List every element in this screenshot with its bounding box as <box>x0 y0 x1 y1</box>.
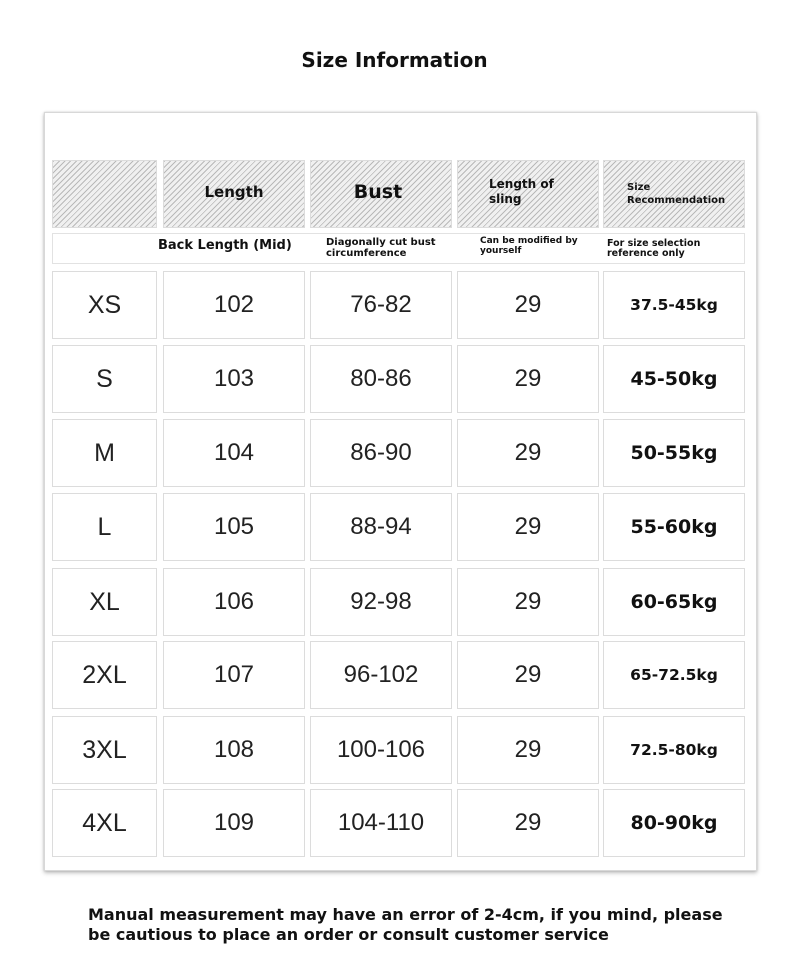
table-cell-size <box>52 789 157 857</box>
size-label: S <box>96 364 113 393</box>
length-value: 102 <box>213 291 255 318</box>
table-cell-size <box>52 493 157 561</box>
recommendation-value: 65-72.5kg <box>630 666 718 684</box>
sling-value: 29 <box>514 588 542 615</box>
table-cell-length <box>163 419 305 487</box>
header-length-label: Length <box>204 183 264 201</box>
table-cell-size <box>52 271 157 339</box>
bust-value: 92-98 <box>350 588 412 615</box>
size-label: 2XL <box>82 660 127 689</box>
table-cell-bust <box>310 716 452 784</box>
subheader-bust: Diagonally cut bust circumference <box>326 237 436 259</box>
table-cell-sling <box>457 419 599 487</box>
length-value: 107 <box>213 661 255 688</box>
table-cell-length <box>163 568 305 636</box>
subheader-length: Back Length (Mid) <box>158 238 292 253</box>
table-cell-sling <box>457 271 599 339</box>
bust-value: 80-86 <box>350 365 412 392</box>
table-cell-bust <box>310 419 452 487</box>
measurement-note: Manual measurement may have an error of 2-4cm, if you mind, please be cautious to place an order or consult customer service <box>88 905 723 944</box>
sling-value: 29 <box>514 365 542 392</box>
table-cell-size <box>52 641 157 709</box>
table-cell-rec <box>603 789 745 857</box>
subheader-sling: Can be modified by yourself <box>480 236 578 256</box>
bust-value: 96-102 <box>343 661 419 688</box>
length-value: 106 <box>213 588 255 615</box>
subheader-recommendation: For size selection reference only <box>607 238 701 260</box>
table-cell-rec <box>603 641 745 709</box>
size-label: L <box>97 512 112 541</box>
table-cell-rec <box>603 419 745 487</box>
table-cell-bust <box>310 568 452 636</box>
table-cell-bust <box>310 641 452 709</box>
sling-value: 29 <box>514 439 542 466</box>
header-sling-cell <box>457 160 599 228</box>
recommendation-value: 55-60kg <box>630 516 718 538</box>
length-value: 108 <box>213 736 255 763</box>
table-cell-rec <box>603 568 745 636</box>
table-cell-sling <box>457 716 599 784</box>
table-cell-length <box>163 345 305 413</box>
table-cell-size <box>52 419 157 487</box>
sling-value: 29 <box>514 291 542 318</box>
size-label: M <box>94 438 115 467</box>
recommendation-value: 60-65kg <box>630 591 718 613</box>
table-cell-rec <box>603 271 745 339</box>
table-cell-sling <box>457 568 599 636</box>
table-cell-size <box>52 716 157 784</box>
table-cell-bust <box>310 345 452 413</box>
page-title: Size Information <box>301 48 488 72</box>
table-cell-rec <box>603 716 745 784</box>
table-cell-sling <box>457 789 599 857</box>
recommendation-value: 45-50kg <box>630 368 718 390</box>
length-value: 109 <box>213 809 255 836</box>
length-value: 104 <box>213 439 255 466</box>
bust-value: 76-82 <box>350 291 412 318</box>
size-label: XS <box>87 290 122 319</box>
table-cell-sling <box>457 641 599 709</box>
header-sling-label: Length of sling <box>489 177 554 206</box>
size-label: 4XL <box>82 808 127 837</box>
length-value: 103 <box>213 365 255 392</box>
recommendation-value: 37.5-45kg <box>630 296 718 314</box>
table-cell-size <box>52 568 157 636</box>
table-cell-length <box>163 641 305 709</box>
table-cell-size <box>52 345 157 413</box>
bust-value: 88-94 <box>350 513 412 540</box>
table-cell-length <box>163 271 305 339</box>
table-cell-rec <box>603 345 745 413</box>
table-cell-bust <box>310 493 452 561</box>
sling-value: 29 <box>514 513 542 540</box>
table-cell-sling <box>457 493 599 561</box>
size-label: XL <box>89 587 120 616</box>
sling-value: 29 <box>514 661 542 688</box>
table-cell-length <box>163 789 305 857</box>
header-length-cell <box>163 160 305 228</box>
table-cell-bust <box>310 271 452 339</box>
sling-value: 29 <box>514 736 542 763</box>
header-bust-label: Bust <box>353 181 403 203</box>
recommendation-value: 50-55kg <box>630 442 718 464</box>
bust-value: 86-90 <box>350 439 412 466</box>
header-bust-cell <box>310 160 452 228</box>
recommendation-value: 72.5-80kg <box>630 741 718 759</box>
table-cell-bust <box>310 789 452 857</box>
size-label: 3XL <box>82 735 127 764</box>
sling-value: 29 <box>514 809 542 836</box>
table-cell-length <box>163 716 305 784</box>
table-cell-rec <box>603 493 745 561</box>
table-cell-sling <box>457 345 599 413</box>
table-cell-length <box>163 493 305 561</box>
header-recommendation-cell <box>603 160 745 228</box>
header-corner-cell <box>52 160 157 228</box>
recommendation-value: 80-90kg <box>630 812 718 834</box>
bust-value: 104-110 <box>337 809 425 836</box>
bust-value: 100-106 <box>336 736 426 763</box>
header-recommendation-label: Size Recommendation <box>627 182 726 206</box>
length-value: 105 <box>213 513 255 540</box>
